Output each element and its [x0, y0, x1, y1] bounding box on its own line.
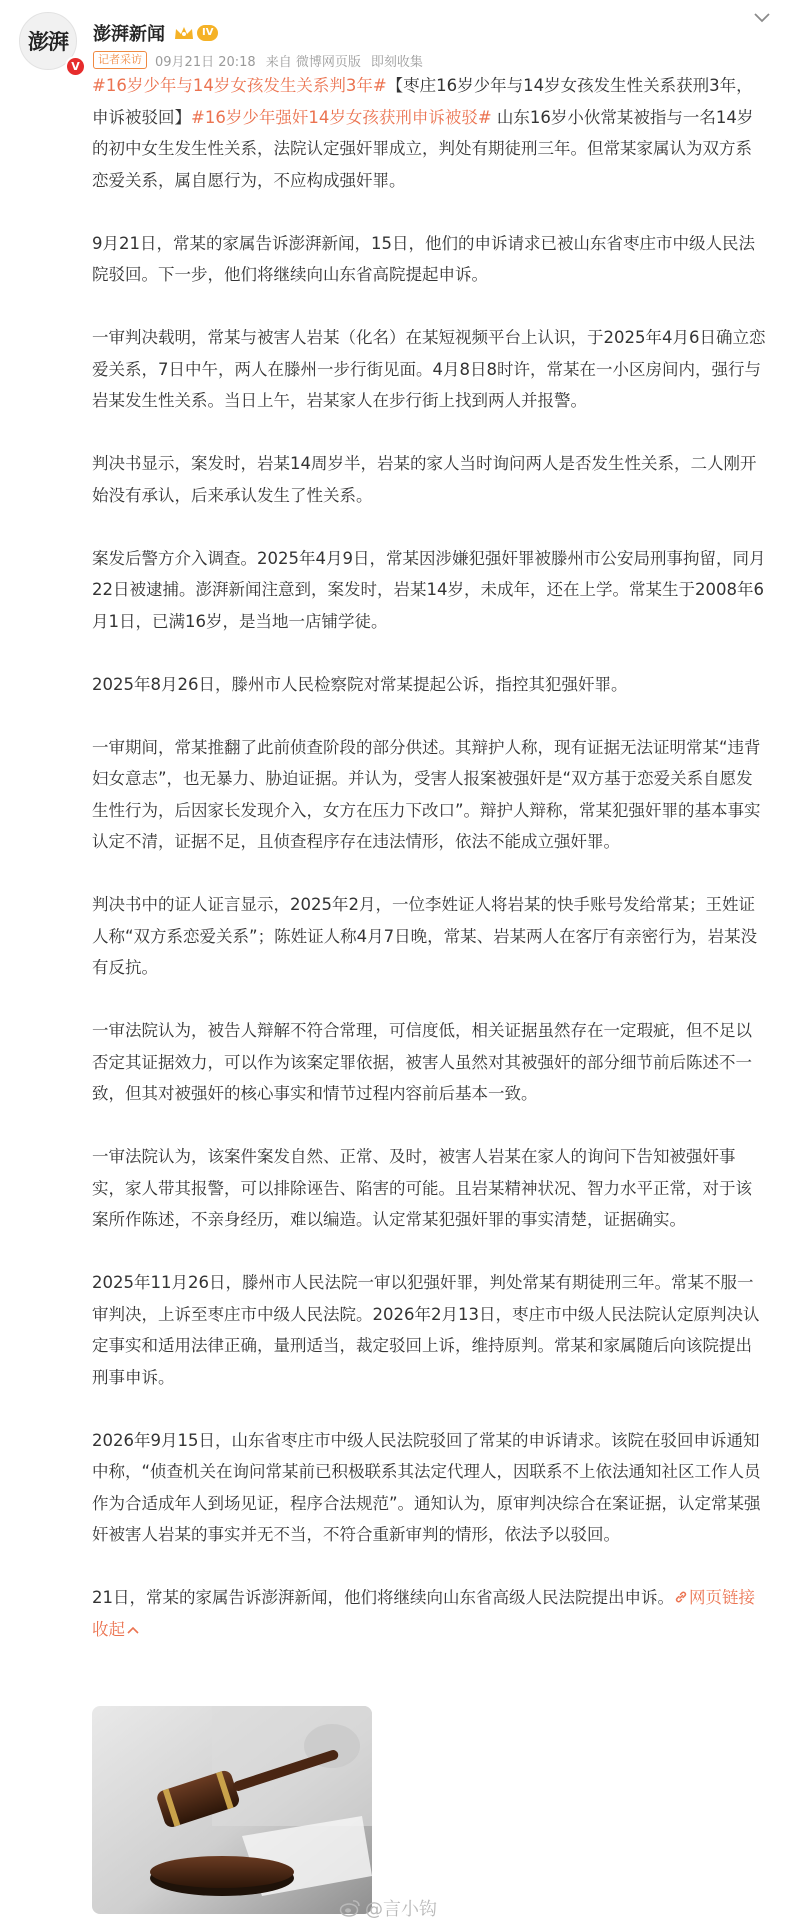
- topic-link[interactable]: #16岁少年与14岁女孩发生关系判3年#: [92, 76, 387, 95]
- verified-badge: V: [65, 56, 86, 77]
- watermark-text: @言小钩: [365, 1899, 437, 1920]
- post-meta: [93, 50, 423, 70]
- post-content: [92, 70, 766, 1645]
- weibo-logo-icon: [339, 1899, 361, 1917]
- post-menu-button[interactable]: [748, 4, 776, 32]
- paragraph-lead: [92, 70, 766, 196]
- crown-icon: [173, 24, 195, 42]
- post-image-gavel[interactable]: [92, 1706, 372, 1914]
- paragraph: 9月21日，常某的家属告诉澎湃新闻，15日，他们的申诉请求已被山东省枣庄市中级人民法院驳回。下一步，他们将继续向山东省高院提起申诉。: [92, 233, 755, 284]
- link-icon: [674, 1590, 688, 1604]
- collapse-button[interactable]: [92, 1620, 139, 1639]
- chevron-up-icon: [127, 1626, 139, 1634]
- paragraph-final: [92, 1582, 766, 1645]
- topic-link[interactable]: #16岁少年强奸14岁女孩获刑申诉被驳#: [191, 107, 492, 127]
- paragraph: 一审法院认为，该案件案发自然、正常、及时，被害人岩某在家人的询问下告知被强奸事实，家人带其报警，可以排除诬告、陷害的可能。且岩某精神状况、智力水平正常，对于该案所作陈述，不亲身经历，难以编造。认定常某犯强奸罪的事实清楚，证据确实。: [92, 1147, 752, 1229]
- paragraph: 一审法院认为，被告人辩解不符合常理，可信度低，相关证据虽然存在一定瑕疵，但不足以否定其证据效力，可以作为该案定罪依据，被害人虽然对其被强奸的部分细节前后陈述不一致，但其对被强奸的核心事实和情节过程内容前后基本一致。: [92, 1021, 752, 1103]
- paragraph: 2025年11月26日，滕州市人民法院一审以犯强奸罪，判处常某有期徒刑三年。常某不服一审判决，上诉至枣庄市中级人民法院。2026年2月13日，枣庄市中级人民法院认定原判决认定事实和适用法律正确，量刑适当，裁定驳回上诉，维持原判。常某和家属随后向该院提出刑事申诉。: [92, 1273, 760, 1387]
- paragraph-text: 21日，常某的家属告诉澎湃新闻，他们将继续向山东省高级人民法院提出申诉。: [92, 1588, 674, 1607]
- paragraph: 2025年8月26日，滕州市人民检察院对常某提起公诉，指控其犯强奸罪。: [92, 674, 628, 694]
- author-name[interactable]: 澎湃新闻: [93, 24, 165, 45]
- gavel-image: [92, 1706, 372, 1914]
- paragraph-text: 【枣庄16岁少年与14岁女孩发生性关系获刑3年，申诉被驳回】: [92, 76, 753, 127]
- collapse-label: 收起: [92, 1619, 125, 1639]
- post-date[interactable]: 09月21日 20:18: [155, 54, 256, 70]
- paragraph: 一审期间，常某推翻了此前侦查阶段的部分供述。其辩护人称，现有证据无法证明常某“违背妇女意志”，也无暴力、胁迫证据。并认为，受害人报案被强奸是“双方基于恋爱关系自愿发生性行为，后因家长发现介入，女方在压力下改口”。辩护人辩称，常某犯强奸罪的基本事实认定不清，证据不足，且侦查程序存在违法情形，依法不能成立强奸罪。: [92, 737, 761, 851]
- paragraph-text: 山东16岁小伙常某被指与一名14岁的初中女生发生性关系，法院认定强奸罪成立，判处有期徒刑三年。但常某家属认为双方系恋爱关系，属自愿行为，不应构成强奸罪。: [92, 107, 754, 190]
- paragraph: 判决书显示，案发时，岩某14周岁半，岩某的家人当时询问两人是否发生性关系，二人刚开始没有承认，后来承认发生了性关系。: [92, 454, 757, 505]
- avatar-logo-text: 澎湃: [28, 29, 68, 54]
- paragraph: 判决书中的证人证言显示，2025年2月，一位李姓证人将岩某的快手账号发给常某；王姓证人称“双方系恋爱关系”；陈姓证人称4月7日晚，常某、岩某两人在客厅有亲密行为，岩某没有反抗。: [92, 895, 758, 977]
- author-row: [93, 20, 218, 46]
- post-source: 来自 微博网页版: [265, 54, 361, 70]
- post-tag: 记者采访: [93, 51, 147, 69]
- level-badge: IV: [197, 25, 218, 41]
- collect-button[interactable]: 即刻收集: [370, 54, 423, 70]
- paragraph: 案发后警方介入调查。2025年4月9日，常某因涉嫌犯强奸罪被滕州市公安局刑事拘留，同月22日被逮捕。澎湃新闻注意到，案发时，岩某14岁，未成年，还在上学。常某生于2008年6月1日，已满16岁，是当地一店铺学徒。: [92, 548, 766, 631]
- watermark: [339, 1896, 437, 1920]
- paragraph: 2026年9月15日，山东省枣庄市中级人民法院驳回了常某的申诉请求。该院在驳回申诉通知中称，“侦查机关在询问常某前已积极联系其法定代理人，因联系不上依法通知社区工作人员作为合适成年人到场见证，程序合法规范”。通知认为，原审判决综合在案证据，认定常某强奸被害人岩某的事实并无不当，不符合重新审判的情形，依法予以驳回。: [92, 1430, 761, 1544]
- chevron-down-icon: [754, 13, 770, 23]
- web-link[interactable]: [674, 1588, 755, 1607]
- web-link-label: 网页链接: [689, 1588, 755, 1607]
- paragraph: 一审判决载明，常某与被害人岩某（化名）在某短视频平台上认识，于2025年4月6日确立恋爱关系，7日中午，两人在滕州一步行街见面。4月8日8时许，常某在一小区房间内，强行与岩某发生性关系。当日上午，岩某家人在步行街上找到两人并报警。: [92, 328, 766, 410]
